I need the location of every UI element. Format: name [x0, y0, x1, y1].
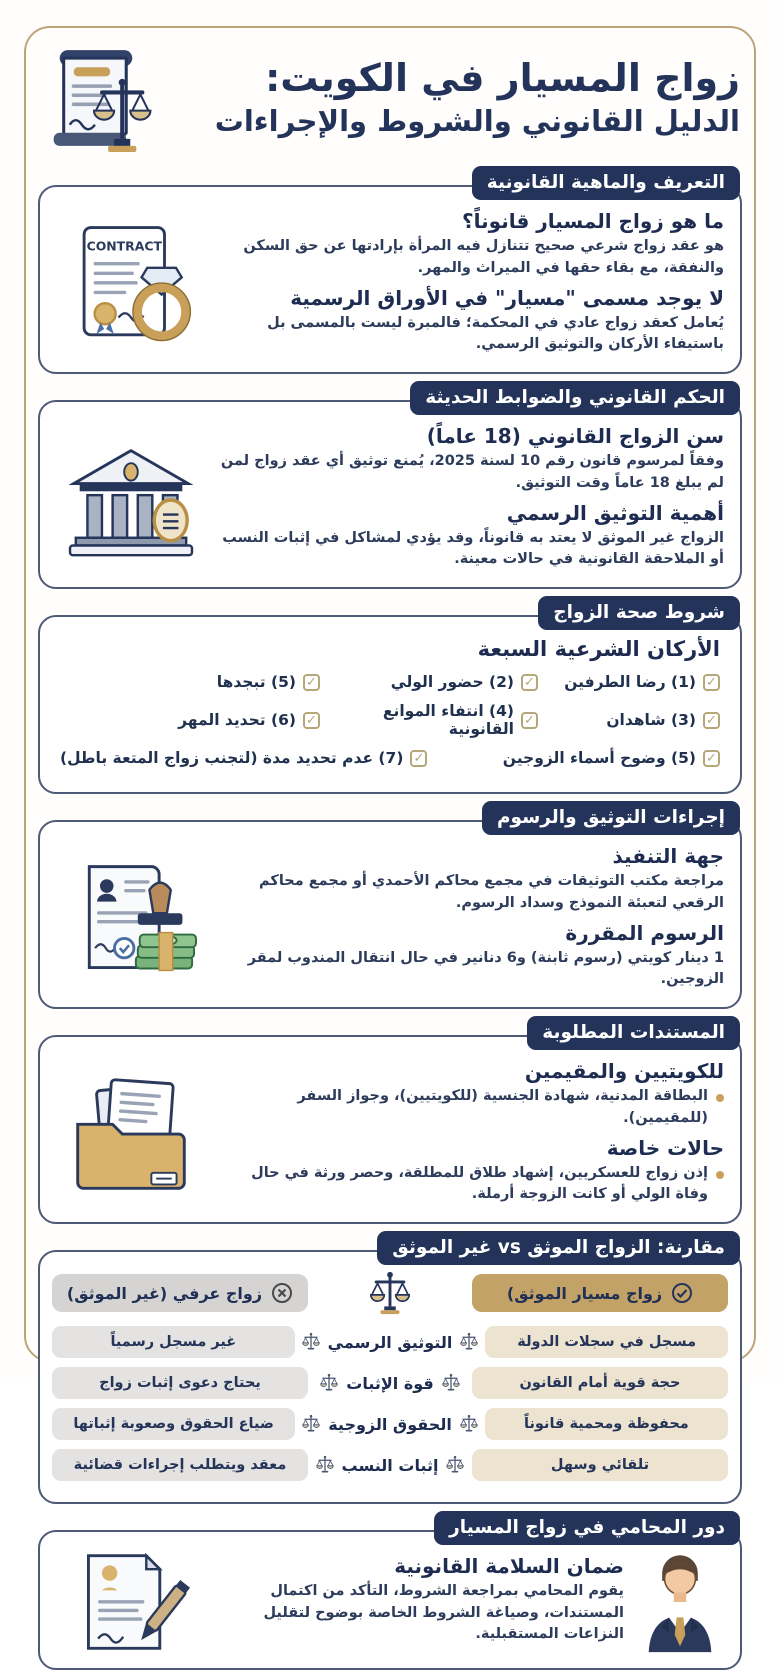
attribute-label: التوثيق الرسمي — [327, 1332, 453, 1352]
bullet-dot-icon — [716, 1171, 724, 1179]
condition-label: (1) رضا الطرفين — [564, 673, 696, 691]
title-line-1: زواج المسيار في الكويت: — [265, 56, 740, 101]
section-ruling — [38, 381, 742, 589]
documents-special-title: حالات خاصة — [606, 1135, 724, 1160]
scales-icon — [314, 1270, 466, 1316]
conditions-heading: الأركان الشرعية السبعة — [477, 637, 720, 661]
scales-icon — [459, 1332, 479, 1352]
checkbox-checked-icon: ✓ — [521, 712, 538, 729]
procedures-fees-title: الرسوم المقررة — [565, 920, 724, 945]
scales-icon — [319, 1373, 339, 1393]
undocumented-cell: غير مسجل رسمياً — [52, 1326, 295, 1358]
documented-marriage-column-header — [472, 1274, 728, 1312]
condition-item — [320, 702, 538, 738]
section-lawyer — [38, 1511, 742, 1670]
page-header — [38, 34, 742, 166]
x-circle-icon — [271, 1282, 293, 1304]
section-procedures — [38, 801, 742, 1009]
documented-cell: مسجل في سجلات الدولة — [485, 1326, 728, 1358]
checkbox-checked-icon: ✓ — [303, 712, 320, 729]
comparison-header-row — [52, 1270, 728, 1316]
conditions-row-3 — [60, 749, 720, 767]
contract-label: CONTRACT — [86, 238, 163, 254]
checkbox-checked-icon: ✓ — [703, 712, 720, 729]
contract-ring-icon — [56, 218, 206, 352]
definition-q2-title: لا يوجد مسمى "مسيار" في الأوراق الرسمية — [290, 285, 724, 310]
documented-column-label: زواج مسيار الموثق) — [506, 1283, 663, 1303]
section-lawyer-tab: دور المحامي في زواج المسيار — [434, 1511, 740, 1545]
attribute-label: قوة الإثبات — [346, 1373, 434, 1393]
stamp-money-icon — [56, 855, 206, 985]
undocumented-cell: معقد ويتطلب إجراءات قضائية — [52, 1449, 308, 1481]
condition-item — [503, 749, 720, 767]
lawyer-safety-body: يقوم المحامي بمراجعة الشروط، التأكد من اكتمال المستندات، وصياغة الشروط الخاصة بوضوح لتقليل النزاعات المستقبلية. — [263, 1582, 624, 1643]
attribute-label: الحقوق الزوجية — [328, 1414, 452, 1434]
lawyer-avatar-icon — [632, 1550, 728, 1654]
documents-residents-body: البطاقة المدنية، شهادة الجنسية (للكويتيين)، وجواز السفر (للمقيمين). — [297, 1088, 708, 1126]
ruling-docs-title: أهمية التوثيق الرسمي — [506, 500, 724, 525]
section-definition — [38, 166, 742, 374]
comparison-row — [52, 1326, 728, 1358]
condition-item — [60, 749, 427, 767]
checkbox-checked-icon: ✓ — [703, 750, 720, 767]
scales-icon — [315, 1455, 335, 1475]
section-comparison-tab: مقارنة: الزواج الموثق vs غير الموثق — [377, 1231, 740, 1265]
scales-icon — [301, 1332, 321, 1352]
procedures-authority-title: جهة التنفيذ — [612, 844, 724, 868]
condition-label: (5) تبجدها — [216, 673, 296, 691]
condition-item — [60, 711, 320, 729]
procedures-fees-body: 1 دينار كويتي (رسوم ثابنة) و6 دنانير في حال انتقال المندوب لمقر الزوجين. — [247, 949, 724, 988]
document-pen-icon — [52, 1548, 202, 1656]
check-circle-icon — [671, 1282, 693, 1304]
undocumented-cell: ضياع الحقوق وصعوبة إثباتها — [52, 1408, 295, 1440]
section-documents — [38, 1016, 742, 1224]
bullet-dot-icon — [716, 1094, 724, 1102]
page-title — [164, 55, 740, 140]
condition-label: (5) وضوح أسماء الزوجين — [502, 749, 696, 767]
documented-cell: حجة قوية أمام القانون — [472, 1367, 728, 1399]
courthouse-icon — [56, 439, 206, 561]
scales-icon — [459, 1414, 479, 1434]
documented-cell: محفوظة ومحمية قانوناً — [485, 1408, 728, 1440]
section-documents-tab: المستندات المطلوبة — [527, 1016, 740, 1050]
undocumented-column-label: زواج عرفي (غير الموثق) — [66, 1283, 263, 1303]
condition-label: (3) شاهدان — [606, 711, 696, 729]
title-line-2: الدليل القانوني والشروط والإجراءات — [214, 103, 740, 138]
procedures-authority-body: مراجعة مكتب التوثيقات في مجمع محاكم الأحمدي أو مجمع محاكم الرقعي لتعبئة النموذج وسداد الرسوم. — [259, 873, 724, 911]
comparison-row — [52, 1367, 728, 1399]
checkbox-checked-icon: ✓ — [703, 674, 720, 691]
section-conditions-tab: شروط صحة الزواج — [538, 596, 740, 630]
comparison-row — [52, 1449, 728, 1481]
conditions-row-1 — [60, 673, 720, 691]
condition-label: (2) حضور الولي — [390, 673, 514, 691]
lawyer-safety-title: ضمان السلامة القانونية — [394, 1553, 624, 1578]
scales-icon — [301, 1414, 321, 1434]
documented-cell: تلقائي وسهل — [472, 1449, 728, 1481]
comparison-row — [52, 1408, 728, 1440]
documents-residents-title: للكويتيين والمقيمين — [524, 1059, 724, 1083]
section-comparison — [38, 1231, 742, 1504]
ruling-age-body: وفقاً لمرسوم قانون رقم 10 لسنة 2025، يُمنع توثيق أي عقد زواج لمن لم يبلغ 18 عاماً وقت التوثيق. — [220, 453, 724, 491]
definition-q1-body: هو عقد زواج شرعي صحيح تتنازل فيه المرأة بإرادتها عن حق السكن والنفقة، مع بقاء حقها في الميراث والمهر. — [243, 238, 724, 276]
documents-special-body: إذن زواج للعسكريين، إشهاد طلاق للمطلقة، وحصر ورثة في حال وفاة الولي أو كانت الزوجة أرملة. — [251, 1164, 708, 1203]
checkbox-checked-icon: ✓ — [521, 674, 538, 691]
section-conditions — [38, 596, 742, 794]
condition-label: (4) انتفاء الموانع القانونية — [382, 702, 514, 738]
scales-icon — [441, 1373, 461, 1393]
section-ruling-tab: الحكم القانوني والضوابط الحديثة — [410, 381, 740, 415]
undocumented-cell: يحتاج دعوى إثبات زواج — [52, 1367, 308, 1399]
condition-label: (7) عدم تحديد مدة (لتجنب زواج المتعة باطل) — [60, 749, 404, 767]
definition-q1-title: ما هو زواج المسيار قانوناً؟ — [462, 209, 724, 233]
condition-item — [538, 711, 720, 729]
section-procedures-tab: إجراءات التوثيق والرسوم — [482, 801, 740, 835]
condition-label: (6) تحديد المهر — [178, 711, 296, 729]
condition-item — [538, 673, 720, 691]
folder-documents-icon — [56, 1072, 206, 1198]
undocumented-marriage-column-header — [52, 1274, 308, 1312]
attribute-label: إثبات النسب — [341, 1455, 439, 1475]
section-definition-tab: التعريف والماهية القانونية — [472, 166, 740, 200]
condition-item — [60, 673, 320, 691]
ruling-age-title: سن الزواج القانوني (18 عاماً) — [426, 424, 724, 448]
checkbox-checked-icon: ✓ — [410, 750, 427, 767]
definition-q2-body: يُعامل كعقد زواج عادي في المحكمة؛ فالمبرة ليست بالمسمى بل باستيفاء الأركان والتوثيق الرسمي. — [267, 314, 724, 353]
checkbox-checked-icon: ✓ — [303, 674, 320, 691]
conditions-row-2 — [60, 702, 720, 738]
scales-icon — [445, 1455, 465, 1475]
ruling-docs-body: الزواج غير الموثق لا يعتد به قانوناً، وقد يؤدي لمشاكل في إثبات النسب أو الملاحقة القانونية في حالات معينة. — [222, 529, 724, 568]
condition-item — [320, 673, 538, 691]
scroll-with-scales-icon — [40, 40, 158, 156]
